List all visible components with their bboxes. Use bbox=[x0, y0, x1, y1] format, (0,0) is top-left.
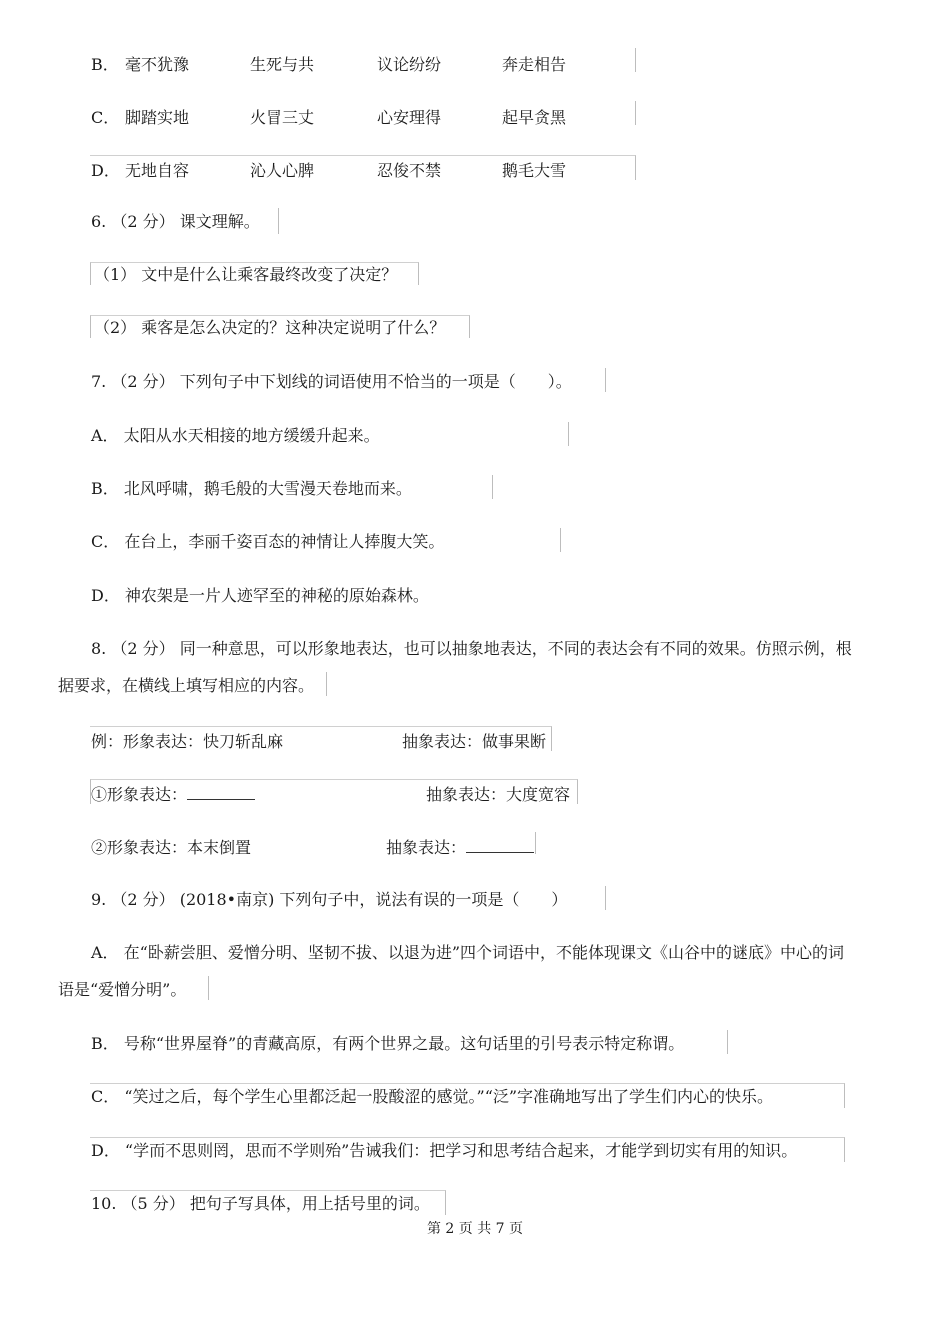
q5-option-c-word-1: 脚踏实地 bbox=[125, 108, 190, 127]
q8-item-2-right-label: 抽象表达： bbox=[386, 838, 467, 857]
q6-sub1: （1） 文中是什么让乘客最终改变了决定？ bbox=[94, 265, 398, 284]
q5-option-b-word-3: 议论纷纷 bbox=[377, 55, 442, 74]
q5-option-b-label: B． bbox=[91, 55, 119, 74]
q8-item-1-left-label: ①形象表达： bbox=[91, 785, 188, 804]
q8-stem-line-2: 据要求，在横线上填写相应的内容。 bbox=[58, 676, 315, 695]
q5-option-d-label: D． bbox=[91, 161, 120, 180]
q8-item-1-left bbox=[91, 782, 255, 805]
q10-stem: 10. （5 分） 把句子写具体，用上括号里的词。 bbox=[91, 1194, 430, 1213]
q8-example-left: 例：形象表达：快刀斩乱麻 bbox=[91, 732, 284, 751]
q5-option-c-word-4: 起早贪黑 bbox=[502, 108, 567, 127]
q8-item-2-blank[interactable] bbox=[466, 836, 534, 853]
q6-stem: 6. （2 分） 课文理解。 bbox=[91, 212, 260, 231]
q7-option-b: B． 北风呼啸，鹅毛般的大雪漫天卷地而来。 bbox=[91, 479, 412, 498]
q9-option-a-line-2: 语是“爱憎分明”。 bbox=[58, 980, 187, 999]
q9-option-b: B． 号称“世界屋脊”的青藏高原，有两个世界之最。这句话里的引号表示特定称谓。 bbox=[91, 1034, 685, 1053]
q9-option-a-line-1: A． 在“卧薪尝胆、爱憎分明、坚韧不拔、以退为进”四个词语中，不能体现课文《山谷中的谜底》中心的词 bbox=[91, 943, 845, 962]
q5-option-c-label: C． bbox=[91, 108, 120, 127]
q5-option-b-word-1: 毫不犹豫 bbox=[125, 55, 190, 74]
q9-option-d: D． “学而不思则罔，思而不学则殆”告诫我们：把学习和思考结合起来，才能学到切实有用的知识。 bbox=[91, 1141, 798, 1160]
q5-option-b-word-2: 生死与共 bbox=[250, 55, 315, 74]
q8-item-2-left: ②形象表达：本末倒置 bbox=[91, 838, 252, 857]
q5-option-c-word-2: 火冒三丈 bbox=[250, 108, 315, 127]
q5-option-d-word-2: 沁人心脾 bbox=[250, 161, 315, 180]
q7-stem: 7. （2 分） 下列句子中下划线的词语使用不恰当的一项是（ ）。 bbox=[91, 372, 572, 391]
q9-option-c: C． “笑过之后，每个学生心里都泛起一股酸涩的感觉。”“泛”字准确地写出了学生们内心的快乐。 bbox=[91, 1087, 774, 1106]
q5-option-c-word-3: 心安理得 bbox=[377, 108, 442, 127]
q9-stem: 9. （2 分） (2018•南京) 下列句子中，说法有误的一项是（ ） bbox=[91, 890, 568, 909]
page-footer: 第 2 页 共 7 页 bbox=[426, 1221, 524, 1237]
q7-option-d: D． 神农架是一片人迹罕至的神秘的原始森林。 bbox=[91, 586, 429, 605]
q8-stem-line-1: 8. （2 分） 同一种意思，可以形象地表达，也可以抽象地表达，不同的表达会有不同的效果。仿照示例，根 bbox=[91, 639, 852, 658]
q6-sub2: （2） 乘客是怎么决定的？这种决定说明了什么？ bbox=[94, 318, 446, 337]
q5-option-d-word-3: 忍俊不禁 bbox=[377, 161, 442, 180]
q7-option-a: A． 太阳从水天相接的地方缓缓升起来。 bbox=[91, 426, 380, 445]
q7-option-c: C． 在台上，李丽千姿百态的神情让人捧腹大笑。 bbox=[91, 532, 445, 551]
q8-example-right: 抽象表达：做事果断 bbox=[402, 732, 547, 751]
q8-item-1-blank[interactable] bbox=[187, 783, 255, 800]
q8-item-2-right bbox=[386, 835, 534, 858]
q5-option-d-word-4: 鹅毛大雪 bbox=[502, 161, 567, 180]
q5-option-b-word-4: 奔走相告 bbox=[502, 55, 567, 74]
q5-option-d-word-1: 无地自容 bbox=[125, 161, 190, 180]
q8-item-1-right: 抽象表达：大度宽容 bbox=[426, 785, 571, 804]
